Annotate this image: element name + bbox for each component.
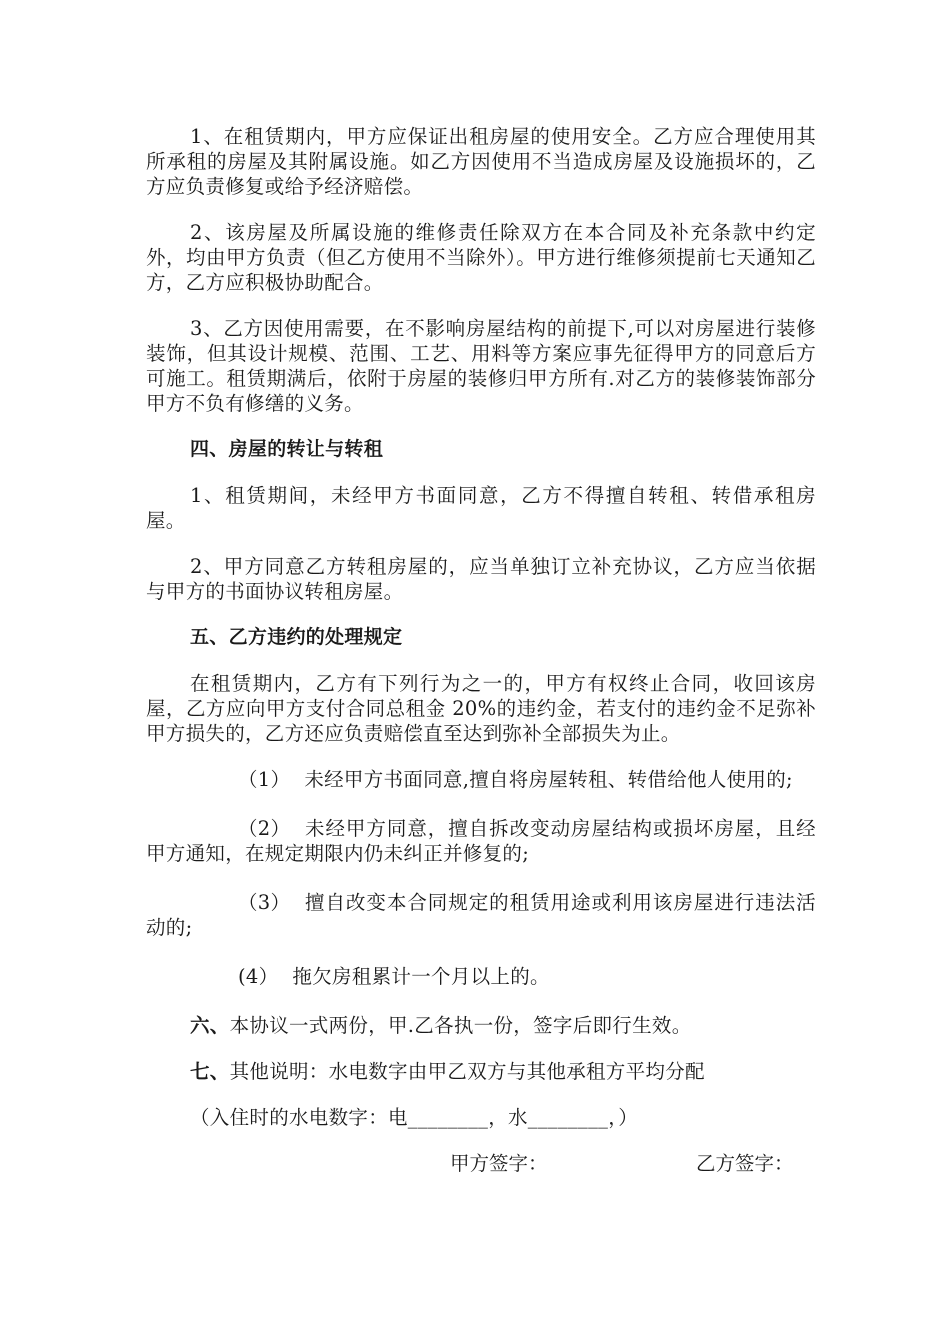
item-text: 未经甲方书面同意,擅自将房屋转租、转借给他人使用的; [304, 768, 793, 791]
document-body [146, 124, 816, 1181]
violation-item-1 [146, 767, 816, 792]
item-number: （2） [238, 817, 291, 840]
item-number: （3） [238, 891, 291, 914]
clause-3-3: 3、乙方因使用需要，在不影响房屋结构的前提下,可以对房屋进行装修装饰，但其设计规模、范围、工艺、用料等方案应事先征得甲方的同意后方可施工。租赁期满后，依附于房屋的装修归甲方所有.对乙方的装修装饰部分甲方不负有修缮的义务。 [146, 317, 816, 415]
item-text: 擅自改变本合同规定的租赁用途或利用该房屋进行违法活动的; [146, 891, 816, 939]
section-7-lead: 七、 [190, 1060, 230, 1083]
section-4-heading: 四、房屋的转让与转租 [190, 438, 384, 460]
section-5-heading: 五、乙方违约的处理规定 [190, 626, 403, 648]
violation-item-2 [146, 816, 816, 866]
party-a-signature-label: 甲方签字： [450, 1152, 548, 1175]
party-b-signature-label: 乙方签字： [696, 1152, 794, 1175]
clause-4-1: 1、租赁期间，未经甲方书面同意，乙方不得擅自转租、转借承租房屋。 [146, 484, 816, 532]
utility-readings-note: （入住时的水电数字：电________，水________，） [190, 1106, 639, 1129]
section-6-text: 本协议一式两份，甲.乙各执一份，签字后即行生效。 [229, 1014, 692, 1037]
clause-3-2: 2、该房屋及所属设施的维修责任除双方在本合同及补充条款中约定外，均由甲方负责（但乙方使用不当除外）。甲方进行维修须提前七天通知乙方，乙方应积极协助配合。 [146, 221, 816, 294]
item-number: (4） [238, 965, 279, 988]
violation-item-4 [146, 964, 816, 989]
violation-item-3 [146, 890, 816, 940]
section-6 [146, 1013, 816, 1038]
clause-5-intro: 在租赁期内，乙方有下列行为之一的，甲方有权终止合同，收回该房屋，乙方应向甲方支付合同总租金 20%的违约金，若支付的违约金不足弥补甲方损失的，乙方还应负责赔偿直至达到弥补全部损失为止。 [146, 672, 816, 745]
item-number: （1） [238, 768, 291, 791]
item-text: 拖欠房租累计一个月以上的。 [292, 965, 550, 988]
section-7-text: 其他说明：水电数字由甲乙双方与其他承租方平均分配 [229, 1060, 705, 1083]
item-text: 未经甲方同意，擅自拆改变动房屋结构或损坏房屋，且经甲方通知，在规定期限内仍未纠正并修复的; [146, 817, 816, 865]
signature-row [146, 1151, 816, 1181]
clause-3-1: 1、在租赁期内，甲方应保证出租房屋的使用安全。乙方应合理使用其所承租的房屋及其附属设施。如乙方因使用不当造成房屋及设施损坏的，乙方应负责修复或给予经济赔偿。 [146, 125, 816, 198]
section-6-lead: 六、 [190, 1014, 230, 1037]
section-7 [146, 1059, 816, 1084]
clause-4-2: 2、甲方同意乙方转租房屋的，应当单独订立补充协议，乙方应当依据与甲方的书面协议转租房屋。 [146, 555, 816, 603]
